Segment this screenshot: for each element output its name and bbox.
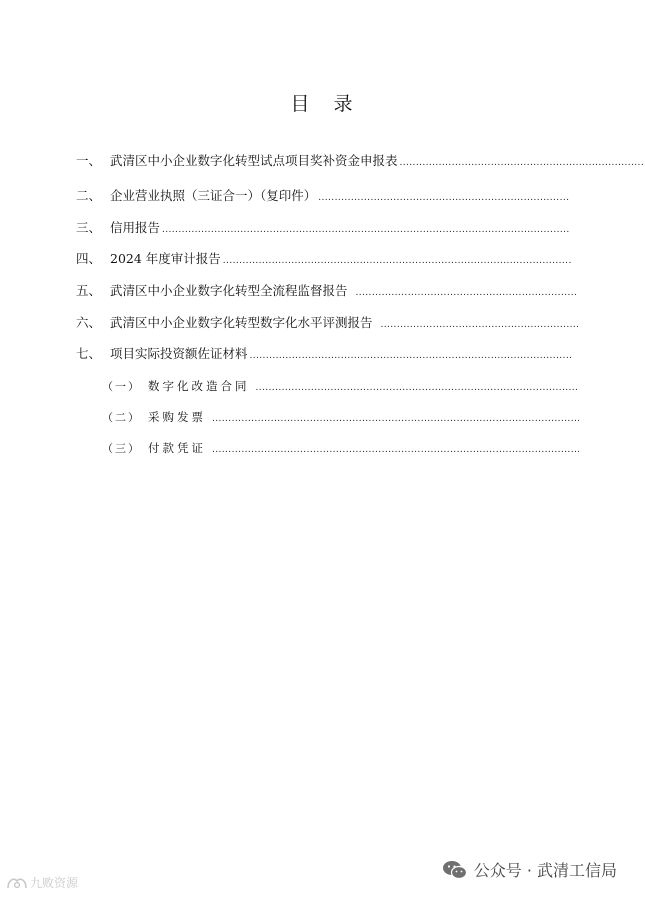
toc-item-number: 三、 <box>76 220 102 235</box>
wechat-account-footer <box>442 858 617 881</box>
dot-leader <box>356 284 576 302</box>
watermark <box>6 874 78 891</box>
toc-subitem-title: 付款凭证 <box>148 441 206 455</box>
toc-item-number: 七、 <box>76 346 102 361</box>
dot-leader <box>318 189 570 207</box>
toc-item-number: 六、 <box>76 315 102 330</box>
toc-subitem <box>102 408 579 426</box>
toc-item-number: 一、 <box>76 153 102 168</box>
dot-leader <box>223 252 572 270</box>
toc-item-number: 五、 <box>76 283 102 298</box>
toc-item-title: 2024 年度审计报告 <box>110 251 221 266</box>
dot-leader <box>212 410 579 428</box>
title-char-2: 录 <box>333 93 355 115</box>
wechat-icon <box>442 860 468 880</box>
toc-item-title: 武清区中小企业数字化转型全流程监督报告 <box>110 283 348 298</box>
toc-item-title: 企业营业执照（三证合一）（复印件） <box>110 188 317 203</box>
toc-item-title: 武清区中小企业数字化转型试点项目奖补资金申报表 <box>110 153 398 168</box>
toc-item <box>76 219 570 237</box>
toc-subitem-number: （二） <box>102 411 141 424</box>
toc-item-number: 四、 <box>76 251 102 266</box>
toc-item <box>76 187 570 205</box>
toc-subitem-number: （三） <box>102 442 141 455</box>
watermark-label: 九败资源 <box>30 876 79 890</box>
watermark-logo-icon <box>6 875 28 891</box>
dot-leader <box>381 316 579 334</box>
toc-item <box>76 345 572 363</box>
toc-item <box>76 152 645 170</box>
dot-leader <box>162 221 570 239</box>
toc-subitem-number: （一） <box>102 380 141 393</box>
toc-subitem <box>102 439 579 457</box>
dot-leader <box>256 379 580 397</box>
toc-subitem <box>102 377 579 395</box>
dot-leader <box>212 441 579 459</box>
footer-label: 公众号 · 武清工信局 <box>473 861 617 880</box>
toc-subitem-title: 采购发票 <box>148 410 206 424</box>
dot-leader <box>250 347 572 365</box>
toc-item <box>76 282 576 300</box>
toc-item <box>76 250 572 268</box>
page-title <box>0 89 645 116</box>
toc-item-number: 二、 <box>76 188 102 203</box>
toc-subitem-title: 数字化改造合同 <box>148 379 250 393</box>
toc-item <box>76 314 579 332</box>
toc-item-title: 信用报告 <box>110 220 161 235</box>
toc-item-title: 项目实际投资额佐证材料 <box>110 346 248 361</box>
title-char-1: 目 <box>290 93 312 115</box>
toc-item-title: 武清区中小企业数字化转型数字化水平评测报告 <box>110 315 373 330</box>
dot-leader <box>400 154 645 172</box>
